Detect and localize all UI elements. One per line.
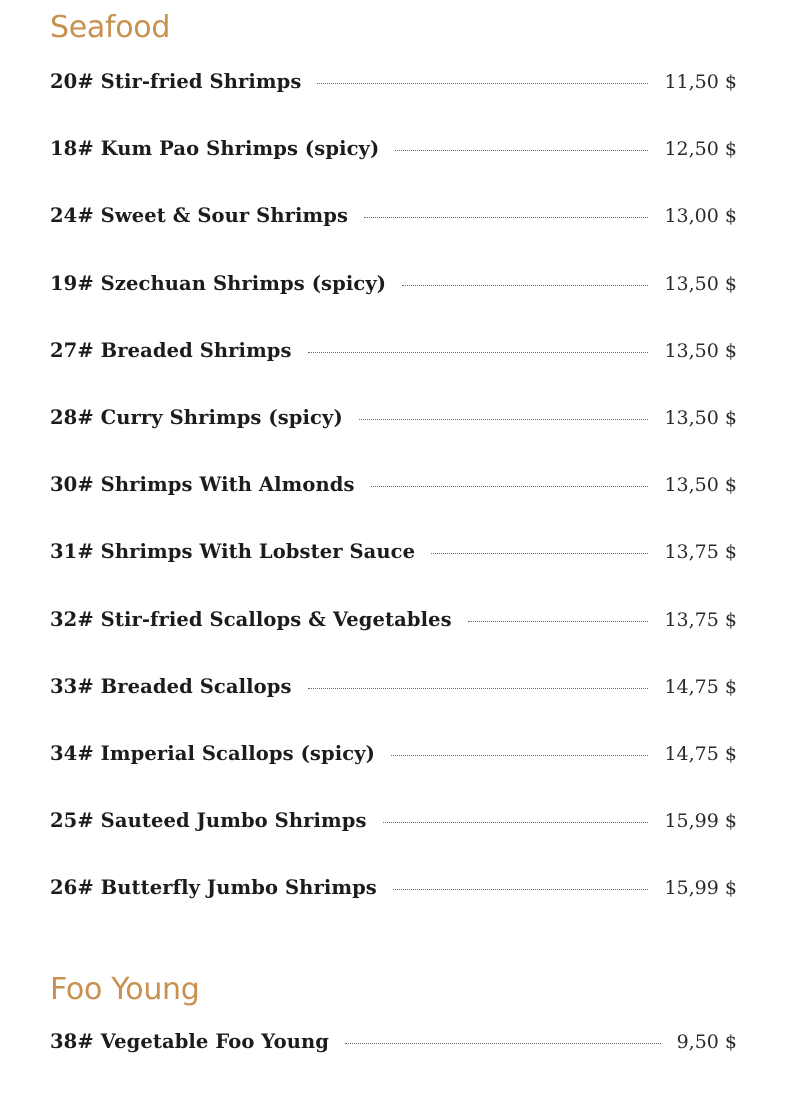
menu-item bbox=[50, 742, 737, 809]
dotted-leader bbox=[468, 621, 649, 622]
dotted-leader bbox=[317, 83, 648, 84]
menu-item bbox=[50, 406, 737, 473]
menu-item-name: 31# Shrimps With Lobster Sauce bbox=[50, 540, 416, 564]
menu-item-price: 13,75 $ bbox=[664, 541, 737, 564]
menu-item-name: 30# Shrimps With Almonds bbox=[50, 473, 355, 497]
menu-item-name: 18# Kum Pao Shrimps (spicy) bbox=[50, 137, 380, 161]
dotted-leader bbox=[431, 553, 648, 554]
menu-item-price: 12,50 $ bbox=[664, 138, 737, 161]
section-title-foo-young: Foo Young bbox=[50, 972, 200, 1007]
menu-item-price: 13,50 $ bbox=[664, 339, 737, 362]
menu-item-price: 15,99 $ bbox=[664, 810, 737, 833]
dotted-leader bbox=[345, 1043, 661, 1044]
menu-item bbox=[50, 204, 737, 271]
dotted-leader bbox=[359, 419, 649, 420]
menu-item-name: 19# Szechuan Shrimps (spicy) bbox=[50, 271, 387, 295]
menu-item-list bbox=[50, 70, 737, 943]
menu-item bbox=[50, 137, 737, 204]
menu-item-price: 14,75 $ bbox=[664, 675, 737, 698]
section-title-seafood: Seafood bbox=[50, 10, 171, 45]
menu-item-name: 25# Sauteed Jumbo Shrimps bbox=[50, 809, 367, 833]
menu-item bbox=[50, 1030, 737, 1097]
menu-item-price: 15,99 $ bbox=[664, 877, 737, 900]
menu-item-name: 33# Breaded Scallops bbox=[50, 674, 292, 698]
dotted-leader bbox=[402, 285, 648, 286]
menu-item-list bbox=[50, 1030, 737, 1097]
menu-item-name: 27# Breaded Shrimps bbox=[50, 338, 292, 362]
menu-item bbox=[50, 339, 737, 406]
menu-item bbox=[50, 70, 737, 137]
menu-item bbox=[50, 473, 737, 540]
menu-item-name: 24# Sweet & Sour Shrimps bbox=[50, 204, 349, 228]
dotted-leader bbox=[391, 755, 649, 756]
menu-item bbox=[50, 272, 737, 339]
menu-item bbox=[50, 675, 737, 742]
menu-item-price: 14,75 $ bbox=[664, 742, 737, 765]
menu-item-price: 13,50 $ bbox=[664, 474, 737, 497]
menu-section-seafood bbox=[50, 8, 737, 943]
menu-item-price: 11,50 $ bbox=[664, 71, 737, 93]
menu-item bbox=[50, 809, 737, 876]
menu-item-price: 13,50 $ bbox=[664, 272, 737, 295]
menu-item-name: 28# Curry Shrimps (spicy) bbox=[50, 405, 343, 429]
dotted-leader bbox=[308, 688, 649, 689]
menu-item-price: 9,50 $ bbox=[676, 1031, 737, 1053]
menu-item bbox=[50, 608, 737, 675]
menu-item-name: 20# Stir-fried Shrimps bbox=[50, 70, 302, 93]
menu-item-name: 38# Vegetable Foo Young bbox=[50, 1030, 330, 1053]
menu-item-name: 34# Imperial Scallops (spicy) bbox=[50, 741, 375, 765]
dotted-leader bbox=[308, 352, 649, 353]
menu-item bbox=[50, 540, 737, 607]
dotted-leader bbox=[371, 486, 649, 487]
menu-item-price: 13,75 $ bbox=[664, 608, 737, 631]
menu-section-foo-young bbox=[50, 970, 737, 1097]
menu-item bbox=[50, 876, 737, 943]
dotted-leader bbox=[395, 150, 648, 151]
menu-item-name: 26# Butterfly Jumbo Shrimps bbox=[50, 876, 377, 900]
menu-item-price: 13,50 $ bbox=[664, 406, 737, 429]
menu-item-price: 13,00 $ bbox=[664, 205, 737, 228]
dotted-leader bbox=[393, 889, 649, 890]
menu-item-name: 32# Stir-fried Scallops & Vegetables bbox=[50, 607, 452, 631]
dotted-leader bbox=[364, 217, 648, 218]
dotted-leader bbox=[383, 822, 649, 823]
